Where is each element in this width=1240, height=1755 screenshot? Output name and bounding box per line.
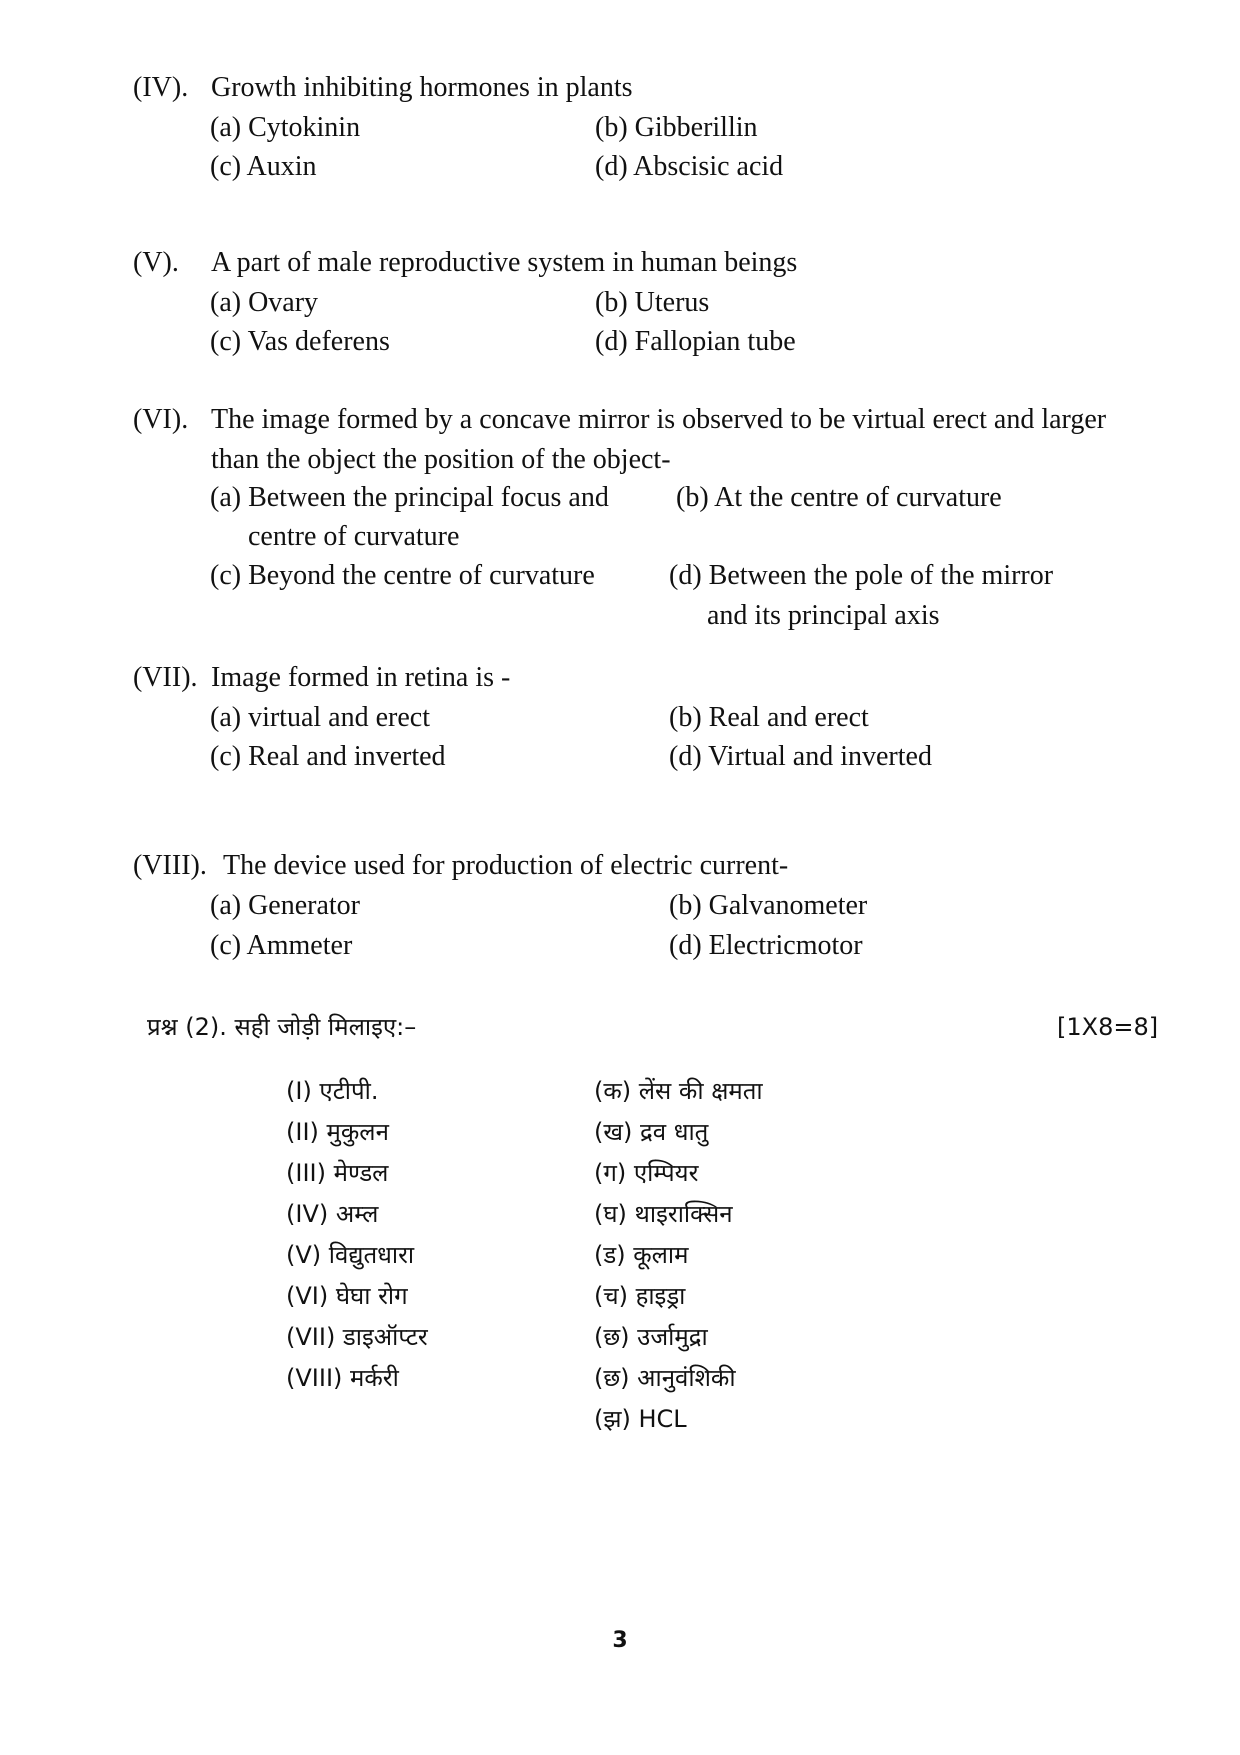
option-b: (b) Uterus — [595, 287, 710, 318]
match-right-item: (ख) द्रव धातु — [594, 1118, 709, 1146]
match-left-item: (III) मेण्डल — [286, 1159, 389, 1187]
match-left-column — [286, 1071, 428, 1399]
match-right-item: (छ) उर्जामुद्रा — [594, 1323, 708, 1351]
option-d: (d) Virtual and inverted — [669, 741, 932, 772]
question-vi — [133, 400, 1213, 480]
option-a-continued: centre of curvature — [248, 521, 460, 552]
option-c: (c) Vas deferens — [210, 326, 390, 357]
question-viii — [133, 846, 1213, 886]
question-text: Image formed in retina is - — [211, 662, 511, 693]
marks-label: [1X8=8] — [1057, 1013, 1159, 1041]
match-right-item: (ड) कूलाम — [594, 1241, 689, 1269]
option-a: (a) Between the principal focus and — [210, 482, 609, 513]
question-vii — [133, 658, 1213, 698]
match-left-item: (I) एटीपी. — [286, 1077, 379, 1105]
option-d: (d) Electricmotor — [669, 930, 863, 961]
match-right-item: (झ) HCL — [594, 1405, 687, 1433]
question-text: A part of male reproductive system in human beings — [211, 247, 798, 278]
option-c: (c) Auxin — [210, 151, 317, 182]
option-a: (a) virtual and erect — [210, 702, 430, 733]
page-number: 3 — [612, 1628, 628, 1653]
match-left-item: (VII) डाइऑप्टर — [286, 1323, 428, 1351]
option-d-continued: and its principal axis — [707, 600, 940, 631]
option-a: (a) Generator — [210, 890, 361, 921]
match-right-item: (ग) एम्पियर — [594, 1159, 699, 1187]
match-right-column — [594, 1071, 763, 1440]
match-right-item: (क) लेंस की क्षमता — [594, 1077, 763, 1105]
question-2-heading: प्रश्न (2). सही जोड़ी मिलाइए:– — [147, 1013, 417, 1041]
option-b: (b) Gibberillin — [595, 112, 758, 143]
match-left-item: (VI) घेघा रोग — [286, 1282, 408, 1310]
question-text: Growth inhibiting hormones in plants — [211, 72, 633, 103]
match-left-item: (II) मुकुलन — [286, 1118, 389, 1146]
question-number: (VI). — [133, 404, 189, 435]
option-a: (a) Ovary — [210, 287, 319, 318]
question-text: The device used for production of electric current- — [223, 850, 789, 881]
option-d: (d) Abscisic acid — [595, 151, 784, 182]
match-right-item: (च) हाइड्रा — [594, 1282, 686, 1310]
match-left-item: (VIII) मर्करी — [286, 1364, 399, 1392]
match-right-item: (घ) थाइराक्सिन — [594, 1200, 733, 1228]
question-number: (IV). — [133, 72, 189, 103]
question-v — [133, 243, 1213, 283]
question-number: (V). — [133, 247, 179, 278]
match-left-item: (V) विद्युतधारा — [286, 1241, 415, 1269]
option-d: (d) Fallopian tube — [595, 326, 796, 357]
question-number: (VII). — [133, 662, 198, 693]
option-b: (b) Real and erect — [669, 702, 869, 733]
option-c: (c) Beyond the centre of curvature — [210, 560, 595, 591]
match-right-item: (छ) आनुवंशिकी — [594, 1364, 736, 1392]
question-number: (VIII). — [133, 850, 207, 881]
option-b: (b) At the centre of curvature — [676, 482, 1002, 513]
option-a: (a) Cytokinin — [210, 112, 361, 143]
question-text: The image formed by a concave mirror is observed to be virtual erect and larger — [211, 404, 1107, 435]
option-b: (b) Galvanometer — [669, 890, 868, 921]
option-c: (c) Ammeter — [210, 930, 353, 961]
option-d: (d) Between the pole of the mirror — [669, 560, 1054, 591]
match-left-item: (IV) अम्ल — [286, 1200, 379, 1228]
option-c: (c) Real and inverted — [210, 741, 446, 772]
question-iv — [133, 68, 1213, 108]
question-text-continued: than the object the position of the object- — [211, 444, 671, 475]
